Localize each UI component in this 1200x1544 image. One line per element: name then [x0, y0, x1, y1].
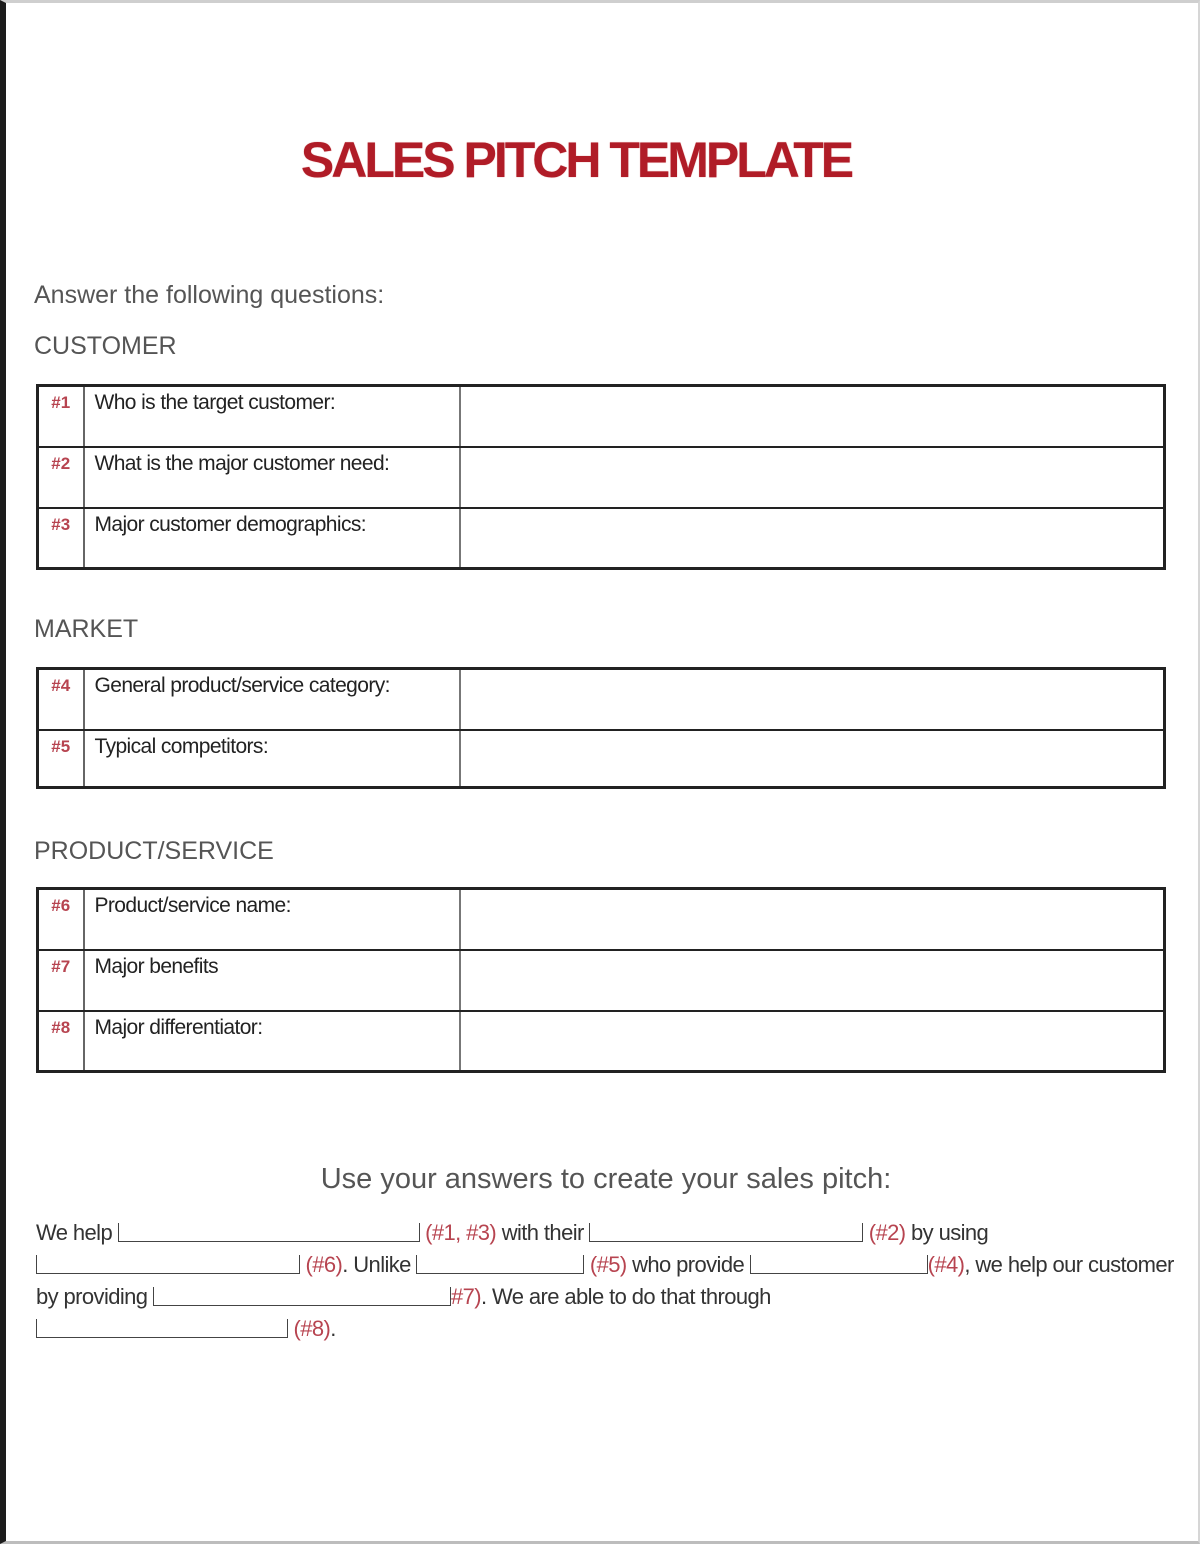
table-row — [38, 386, 1165, 447]
question-reference: #7) — [450, 1284, 481, 1309]
question-number: #8 — [38, 1011, 84, 1072]
answer-field[interactable] — [460, 508, 1165, 569]
section-heading-product: PRODUCT/SERVICE — [34, 837, 274, 865]
blank-field-competitors[interactable] — [416, 1255, 584, 1274]
pitch-text: with their — [501, 1220, 584, 1245]
blank-field-category[interactable] — [750, 1255, 928, 1274]
question-reference: (#8) — [293, 1316, 331, 1341]
blank-field-need[interactable] — [589, 1223, 863, 1242]
blank-field-benefits[interactable] — [153, 1287, 451, 1306]
table-row — [38, 950, 1165, 1011]
table-row — [38, 730, 1165, 788]
table-row — [38, 508, 1165, 569]
pitch-heading: Use your answers to create your sales pitch: — [320, 1163, 892, 1195]
question-number: #6 — [38, 889, 84, 950]
question-number: #3 — [38, 508, 84, 569]
answer-field[interactable] — [460, 1011, 1165, 1072]
pitch-paragraph — [36, 1217, 1176, 1345]
question-label: What is the major customer need: — [84, 447, 460, 508]
answer-field[interactable] — [460, 669, 1165, 730]
question-label: General product/service category: — [84, 669, 460, 730]
blank-field-customer[interactable] — [118, 1223, 420, 1242]
answer-field[interactable] — [460, 950, 1165, 1011]
question-label: Major differentiator: — [84, 1011, 460, 1072]
question-label: Major benefits — [84, 950, 460, 1011]
blank-field-differentiator[interactable] — [36, 1319, 288, 1338]
question-label: Typical competitors: — [84, 730, 460, 788]
pitch-text: . Unlike — [342, 1252, 411, 1277]
question-reference: (#4) — [927, 1252, 965, 1277]
section-heading-market: MARKET — [34, 615, 139, 643]
section-heading-customer: CUSTOMER — [34, 332, 177, 360]
question-number: #4 — [38, 669, 84, 730]
pitch-text: by using — [911, 1220, 989, 1245]
question-label: Who is the target customer: — [84, 386, 460, 447]
question-number: #7 — [38, 950, 84, 1011]
answer-field[interactable] — [460, 730, 1165, 788]
table-row — [38, 1011, 1165, 1072]
question-number: #1 — [38, 386, 84, 447]
answer-field[interactable] — [460, 447, 1165, 508]
market-table — [36, 667, 1166, 789]
pitch-text: who provide — [632, 1252, 745, 1277]
table-row — [38, 669, 1165, 730]
product-table — [36, 887, 1166, 1073]
pitch-text: , we help our customer by providing — [36, 1252, 1174, 1309]
question-number: #2 — [38, 447, 84, 508]
pitch-text: We help — [36, 1220, 113, 1245]
question-label: Major customer demographics: — [84, 508, 460, 569]
intro-text: Answer the following questions: — [34, 281, 385, 309]
customer-table — [36, 384, 1166, 570]
question-reference: (#2) — [868, 1220, 906, 1245]
question-number: #5 — [38, 730, 84, 788]
question-reference: (#1, #3) — [425, 1220, 497, 1245]
blank-field-product[interactable] — [36, 1255, 300, 1274]
pitch-text: . — [330, 1316, 336, 1341]
answer-field[interactable] — [460, 889, 1165, 950]
question-reference: (#6) — [305, 1252, 343, 1277]
answer-field[interactable] — [460, 386, 1165, 447]
page-title: SALES PITCH TEMPLATE — [300, 132, 852, 188]
question-label: Product/service name: — [84, 889, 460, 950]
pitch-text: . We are able to do that through — [480, 1284, 771, 1309]
table-row — [38, 447, 1165, 508]
question-reference: (#5) — [589, 1252, 627, 1277]
table-row — [38, 889, 1165, 950]
